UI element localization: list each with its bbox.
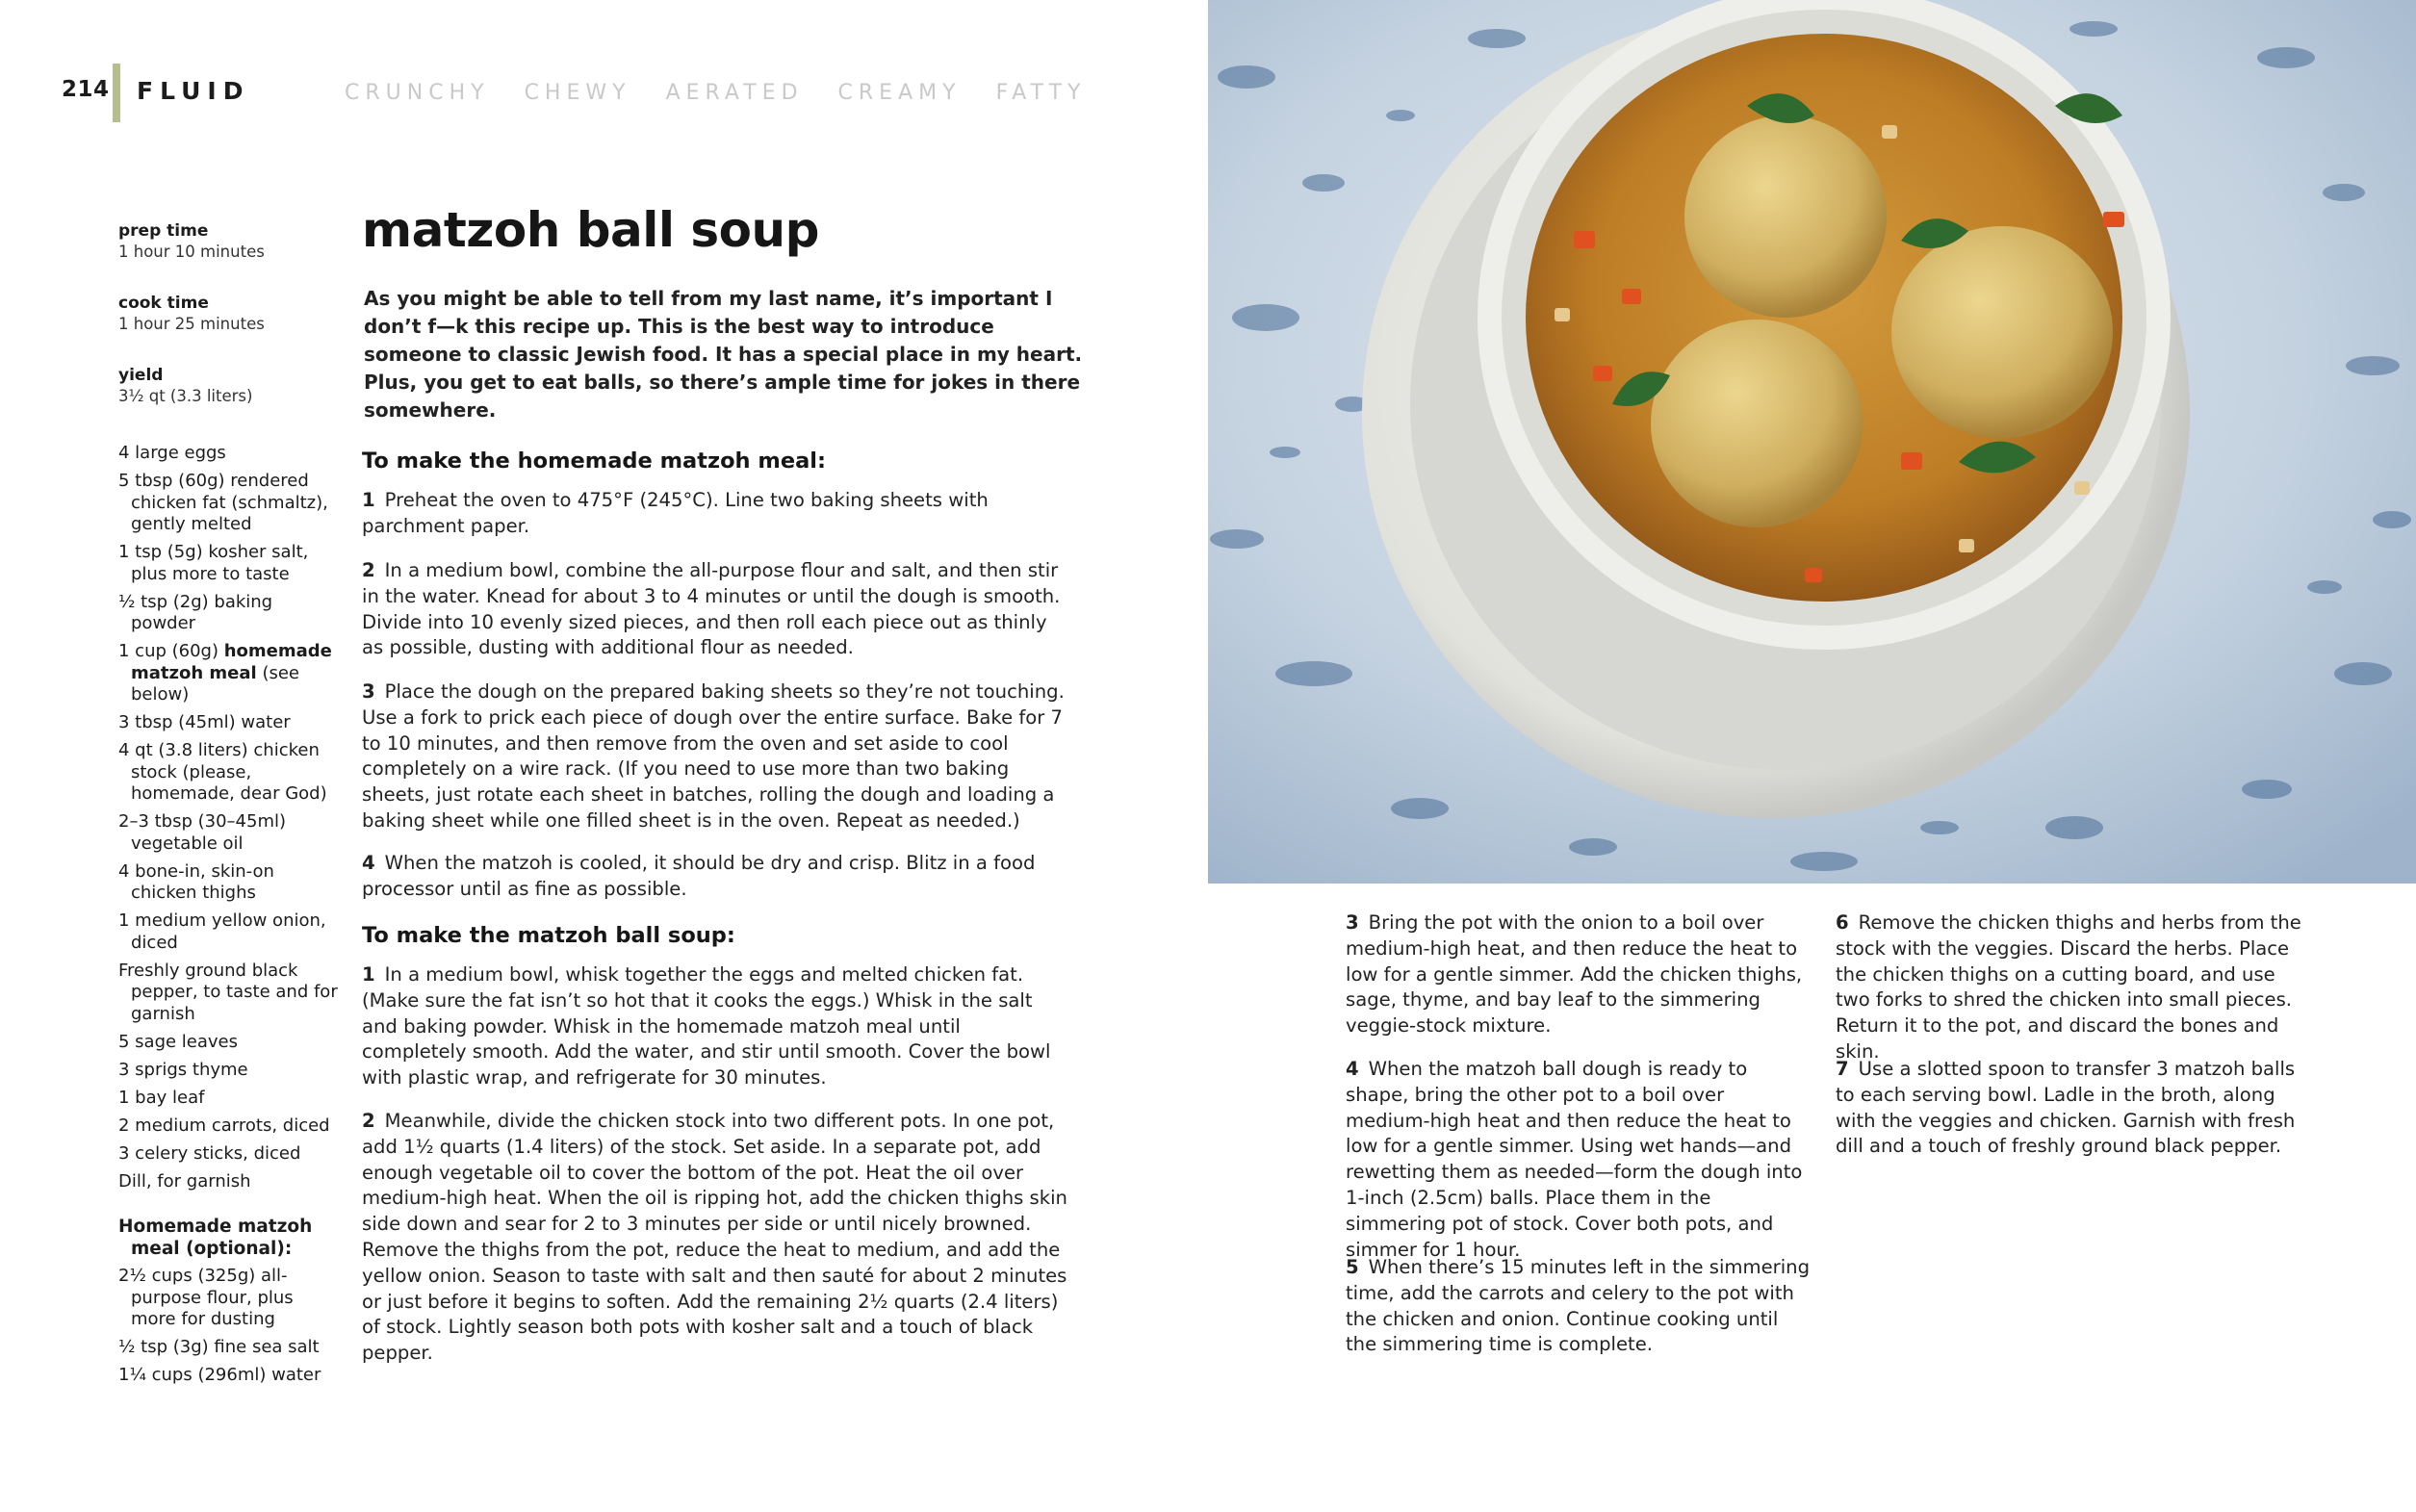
soup-step-2 [362,1109,1069,1367]
ingredient-note: (see below) [131,662,299,705]
ingredient-item: 2½ cups (325g) all-purpose flour, plus more for dusting [118,1266,294,1329]
ingredient-item-matzoh-meal [118,641,340,706]
step-text: In a medium bowl, combine the all-purpose flour and salt, and then stir in the water. Knead for about 3 to 4 minutes or until the dough is smooth. Divide into 10 evenly sized pieces, and then roll each piece out as thinly as possible, dusting with additional flour as needed. [362,559,1061,659]
step-number: 1 [362,489,375,511]
tab-creamy[interactable]: CREAMY [837,81,962,105]
yield-value: 3½ qt (3.3 liters) [118,387,253,405]
page-number: 214 [62,77,110,102]
step-number: 4 [362,852,375,874]
yield [118,366,252,406]
step-text: Preheat the oven to 475°F (245°C). Line two baking sheets with parchment paper. [362,489,989,537]
step-number: 7 [1836,1058,1849,1080]
step-text: Remove the chicken thighs and herbs from the stock with the veggies. Discard the herbs. Place the chicken thighs on a cutting board, and use two forks to shred the chicken into small pieces. Return it to the pot, and discard the bones and skin. [1836,911,2301,1063]
soup-step-1 [362,962,1069,1091]
step-number: 4 [1346,1058,1359,1080]
ingredient-link: homemade matzoh meal [131,641,332,683]
step-number: 3 [362,680,375,703]
prep-time-label: prep time [118,221,209,241]
cook-time-value: 1 hour 25 minutes [118,315,265,333]
yield-label: yield [118,366,164,385]
section-accent-bar [113,64,120,122]
ingredient-item: 4 qt (3.8 liters) chicken stock (please, homemade, dear God) [118,740,327,804]
prep-time [118,221,265,262]
cook-time [118,294,265,334]
meal-section-heading: To make the homemade matzoh meal: [362,448,826,474]
ingredient-item: 4 large eggs [118,443,226,463]
tab-fatty[interactable]: FATTY [995,81,1087,105]
step-text: When there’s 15 minutes left in the simmering time, add the carrots and celery to the pot with the chicken and onion. Continue cooking until the simmering time is complete. [1346,1256,1811,1356]
ingredient-item: Dill, for garnish [118,1170,251,1192]
soup-section-heading: To make the matzoh ball soup: [362,923,735,948]
ingredient-item: 4 bone-in, skin-on chicken thighs [118,860,274,903]
soup-step-3 [1346,910,1812,1039]
soup-step-5 [1346,1255,1812,1358]
recipe-intro: As you might be able to tell from my last name, it’s important I don’t f—k this recipe up. This is the best way to introduce someone to classic Jewish food. It has a special place in my heart. Plus, you get to eat balls, so there’s ample time for jokes in there somewhere. [364,287,1083,422]
step-text: Place the dough on the prepared baking sheets so they’re not touching. Use a fork to prick each piece of dough over the entire surface. Bake for 7 to 10 minutes, and then remove from the oven and set aside to cool completely on a wire rack. (If you need to use more than two baking sheets, just rotate each sheet in batches, rolling the dough and loading a baking sheet while one filled sheet is in the oven. Repeat as needed.) [362,680,1065,832]
soup-step-7 [1836,1057,2302,1160]
section-tabs [345,81,1120,105]
ingredient-item: 1 bay leaf [118,1087,205,1108]
matzoh-meal-subheading: Homemade matzoh meal (optional): [118,1217,313,1259]
step-text: In a medium bowl, whisk together the eggs and melted chicken fat. (Make sure the fat isn’t so hot that it cooks the eggs.) Whisk in the salt and baking powder. Whisk in the homemade matzoh meal until completely smooth. Add the water, and stir until smooth. Cover the bowl with plastic wrap, and refrigerate for 30 minutes. [362,963,1051,1089]
step-number: 2 [362,1110,375,1132]
ingredient-amount: 1 cup (60g) [118,641,224,661]
step-number: 3 [1346,911,1359,934]
ingredient-item: 1 medium yellow onion, diced [118,910,326,953]
tab-chewy[interactable]: CHEWY [524,81,631,105]
ingredient-item: 3 tbsp (45ml) water [118,712,291,732]
step-number: 2 [362,559,375,581]
meal-step-2 [362,558,1069,661]
ingredient-item: 2 medium carrots, diced [118,1115,330,1136]
section-title: FLUID [137,77,250,105]
step-number: 5 [1346,1256,1359,1278]
meal-step-3 [362,679,1069,834]
recipe-title: matzoh ball soup [362,202,819,258]
tab-crunchy[interactable]: CRUNCHY [345,81,490,105]
ingredient-item: 3 celery sticks, diced [118,1142,301,1164]
ingredient-item: 5 tbsp (60g) rendered chicken fat (schmaltz), gently melted [118,471,328,534]
step-text: When the matzoh is cooled, it should be dry and crisp. Blitz in a food processor until as fine as possible. [362,852,1036,900]
step-number: 1 [362,963,375,986]
ingredient-list [118,443,340,1393]
soup-step-4 [1346,1057,1812,1263]
ingredient-item: 2–3 tbsp (30–45ml) vegetable oil [118,811,287,854]
meal-step-4 [362,851,1069,903]
step-text: When the matzoh ball dough is ready to shape, bring the other pot to a boil over medium-high heat and then reduce the heat to low for a gentle simmer. Using wet hands—and rewetting them as needed—form the dough into 1-inch (2.5cm) balls. Place them in the simmering pot of stock. Cover both pots, and simmer for 1 hour. [1346,1058,1803,1261]
cook-time-label: cook time [118,294,209,313]
ingredient-item: ½ tsp (3g) fine sea salt [118,1337,320,1357]
ingredient-item: 3 sprigs thyme [118,1059,248,1080]
ingredient-item: 5 sage leaves [118,1031,239,1052]
ingredient-item: ½ tsp (2g) baking powder [118,591,273,633]
ingredient-item: Freshly ground black pepper, to taste and for garnish [118,960,338,1024]
ingredient-item: 1¼ cups (296ml) water [118,1365,321,1385]
step-text: Use a slotted spoon to transfer 3 matzoh balls to each serving bowl. Ladle in the broth, along with the veggies and chicken. Garnish with fresh dill and a touch of freshly ground black pepper. [1836,1058,2296,1158]
soup-step-6 [1836,910,2302,1065]
step-text: Meanwhile, divide the chicken stock into two different pots. In one pot, add 1½ quarts (1.4 liters) of the stock. Set aside. In a separate pot, add enough vegetable oil to cover the bottom of the pot. Heat the oil over medium-high heat. When the oil is ripping hot, add the chicken thighs skin side down and sear for 2 to 3 minutes per side or until nicely browned. Remove the thighs from the pot, reduce the heat to medium, and add the yellow onion. Season to taste with salt and then sauté for about 2 minutes or just before it begins to soften. Add the remaining 2½ quarts (2.4 liters) of stock. Lightly season both pots with kosher salt and a touch of black pepper. [362,1110,1067,1365]
meal-step-1 [362,488,1069,540]
step-number: 6 [1836,911,1849,934]
prep-time-value: 1 hour 10 minutes [118,243,265,261]
tab-aerated[interactable]: AERATED [665,81,804,105]
step-text: Bring the pot with the onion to a boil over medium-high heat, and then reduce the heat to low for a gentle simmer. Add the chicken thighs, sage, thyme, and bay leaf to the simmering veggie-stock mixture. [1346,911,1803,1038]
matzoh-ball-soup-photo [1208,0,2416,884]
ingredient-item: 1 tsp (5g) kosher salt, plus more to taste [118,542,309,584]
